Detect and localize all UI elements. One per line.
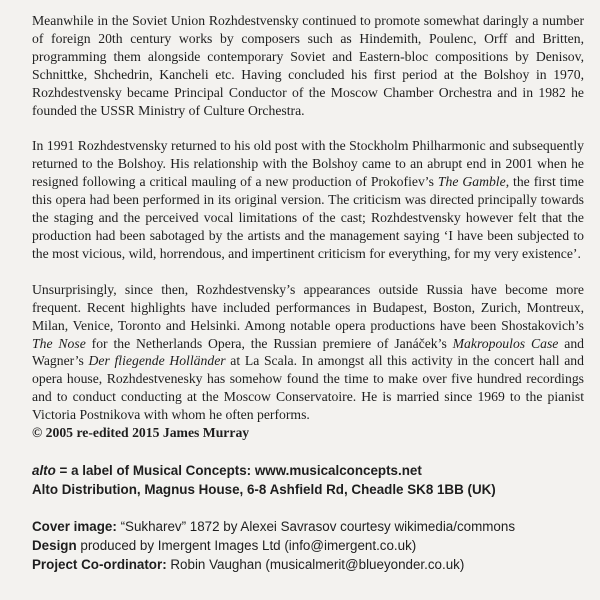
- cover-image-label: Cover image:: [32, 518, 117, 534]
- design-label: Design: [32, 537, 77, 553]
- bio-paragraph-3-text-b: for the Netherlands Opera, the Russian premiere of Janáček’s: [85, 335, 453, 351]
- project-coordinator-credit: [32, 555, 584, 574]
- design-credit: [32, 536, 584, 555]
- credits: [32, 517, 584, 574]
- copyright-line: © 2005 re-edited 2015 James Murray: [32, 425, 250, 441]
- cover-image-value: “Sukharev” 1872 by Alexei Savrasov courtesy wikimedia/commons: [116, 518, 516, 534]
- bio-paragraph-3-text-a: Unsurprisingly, since then, Rozhdestvensky’s appearances outside Russia have become more frequent. Recent highlights have included performances in Budapest, Boston, Zurich, Montreux, Milan, Venice, Toronto and Helsinki. Among notable opera productions have been Shostakovich’s: [32, 281, 584, 333]
- project-coordinator-label: Project Co-ordinator:: [32, 556, 167, 572]
- project-coordinator-value: Robin Vaughan (musicalmerit@blueyonder.co.uk): [166, 556, 465, 572]
- bio-paragraph-3-text-d: at La Scala. In amongst all this activity in the concert hall and opera house, Rozhdestvenesky has somehow found the time to make over five hundred recordings and to conduct conducting at the Moscow Conservatoire. He is married since 1969 to the pianist Victoria Postnikova with whom he often performs.: [32, 353, 584, 423]
- label-line-1: [32, 461, 584, 480]
- alto-label-name: alto: [32, 462, 56, 478]
- work-title-makropoulos-case: Makropoulos Case: [452, 335, 559, 351]
- bio-paragraph-1-text: Meanwhile in the Soviet Union Rozhdestvensky continued to promote somewhat daringly a number of foreign 20th century works by composers such as Hindemith, Poulenc, Orff and Britten, programming them alongside contemporary Soviet and Eastern-bloc compositions by Denisov, Schnittke, Shchedrin, Kancheli etc. Having concluded his first period at the Bolshoy in 1970, Rozhdestvensky became Principal Conductor of the Moscow Chamber Orchestra and in 1982 he founded the USSR Ministry of Culture Orchestra.: [32, 13, 584, 118]
- bio-paragraph-2: [32, 137, 584, 262]
- work-title-der-fliegende-hollander: Der fliegende Holländer: [88, 353, 226, 369]
- bio-paragraph-2-text-a: In 1991 Rozhdestvensky returned to his old post with the Stockholm Philharmonic and subsequently returned to the Bolshoy. His relationship with the Bolshoy came to an abrupt end in 2001 when he resigned following a critical mauling of a new production of Prokofiev’s: [32, 138, 584, 190]
- label-line-2: Alto Distribution, Magnus House, 6-8 Ashfield Rd, Cheadle SK8 1BB (UK): [32, 481, 496, 497]
- work-title-the-nose: The Nose: [32, 335, 86, 351]
- design-value: produced by Imergent Images Ltd (info@imergent.co.uk): [76, 537, 417, 553]
- bio-paragraph-2-text-b: , the first time this opera had been performed in its original version. The criticism was directed principally towards the staging and the perceived vocal limitations of the cast; Rozhdestvensky however felt that the production had been sabotaged by the artists and the management saying ‘I have been subjected to the most vicious, wild, horrendous, and impertinent criticism for everything, for my very existence’.: [32, 174, 585, 261]
- bio-paragraph-3: [32, 281, 584, 424]
- label-line-1-rest: = a label of Musical Concepts: www.musicalconcepts.net: [55, 462, 422, 478]
- cover-image-credit: [32, 517, 584, 536]
- booklet-page: [32, 12, 584, 574]
- bio-paragraph-1: [32, 12, 584, 119]
- label-info: [32, 461, 584, 499]
- bio-paragraph-3-text-c: and Wagner’s: [32, 335, 585, 369]
- work-title-the-gamble: The Gamble: [437, 174, 506, 190]
